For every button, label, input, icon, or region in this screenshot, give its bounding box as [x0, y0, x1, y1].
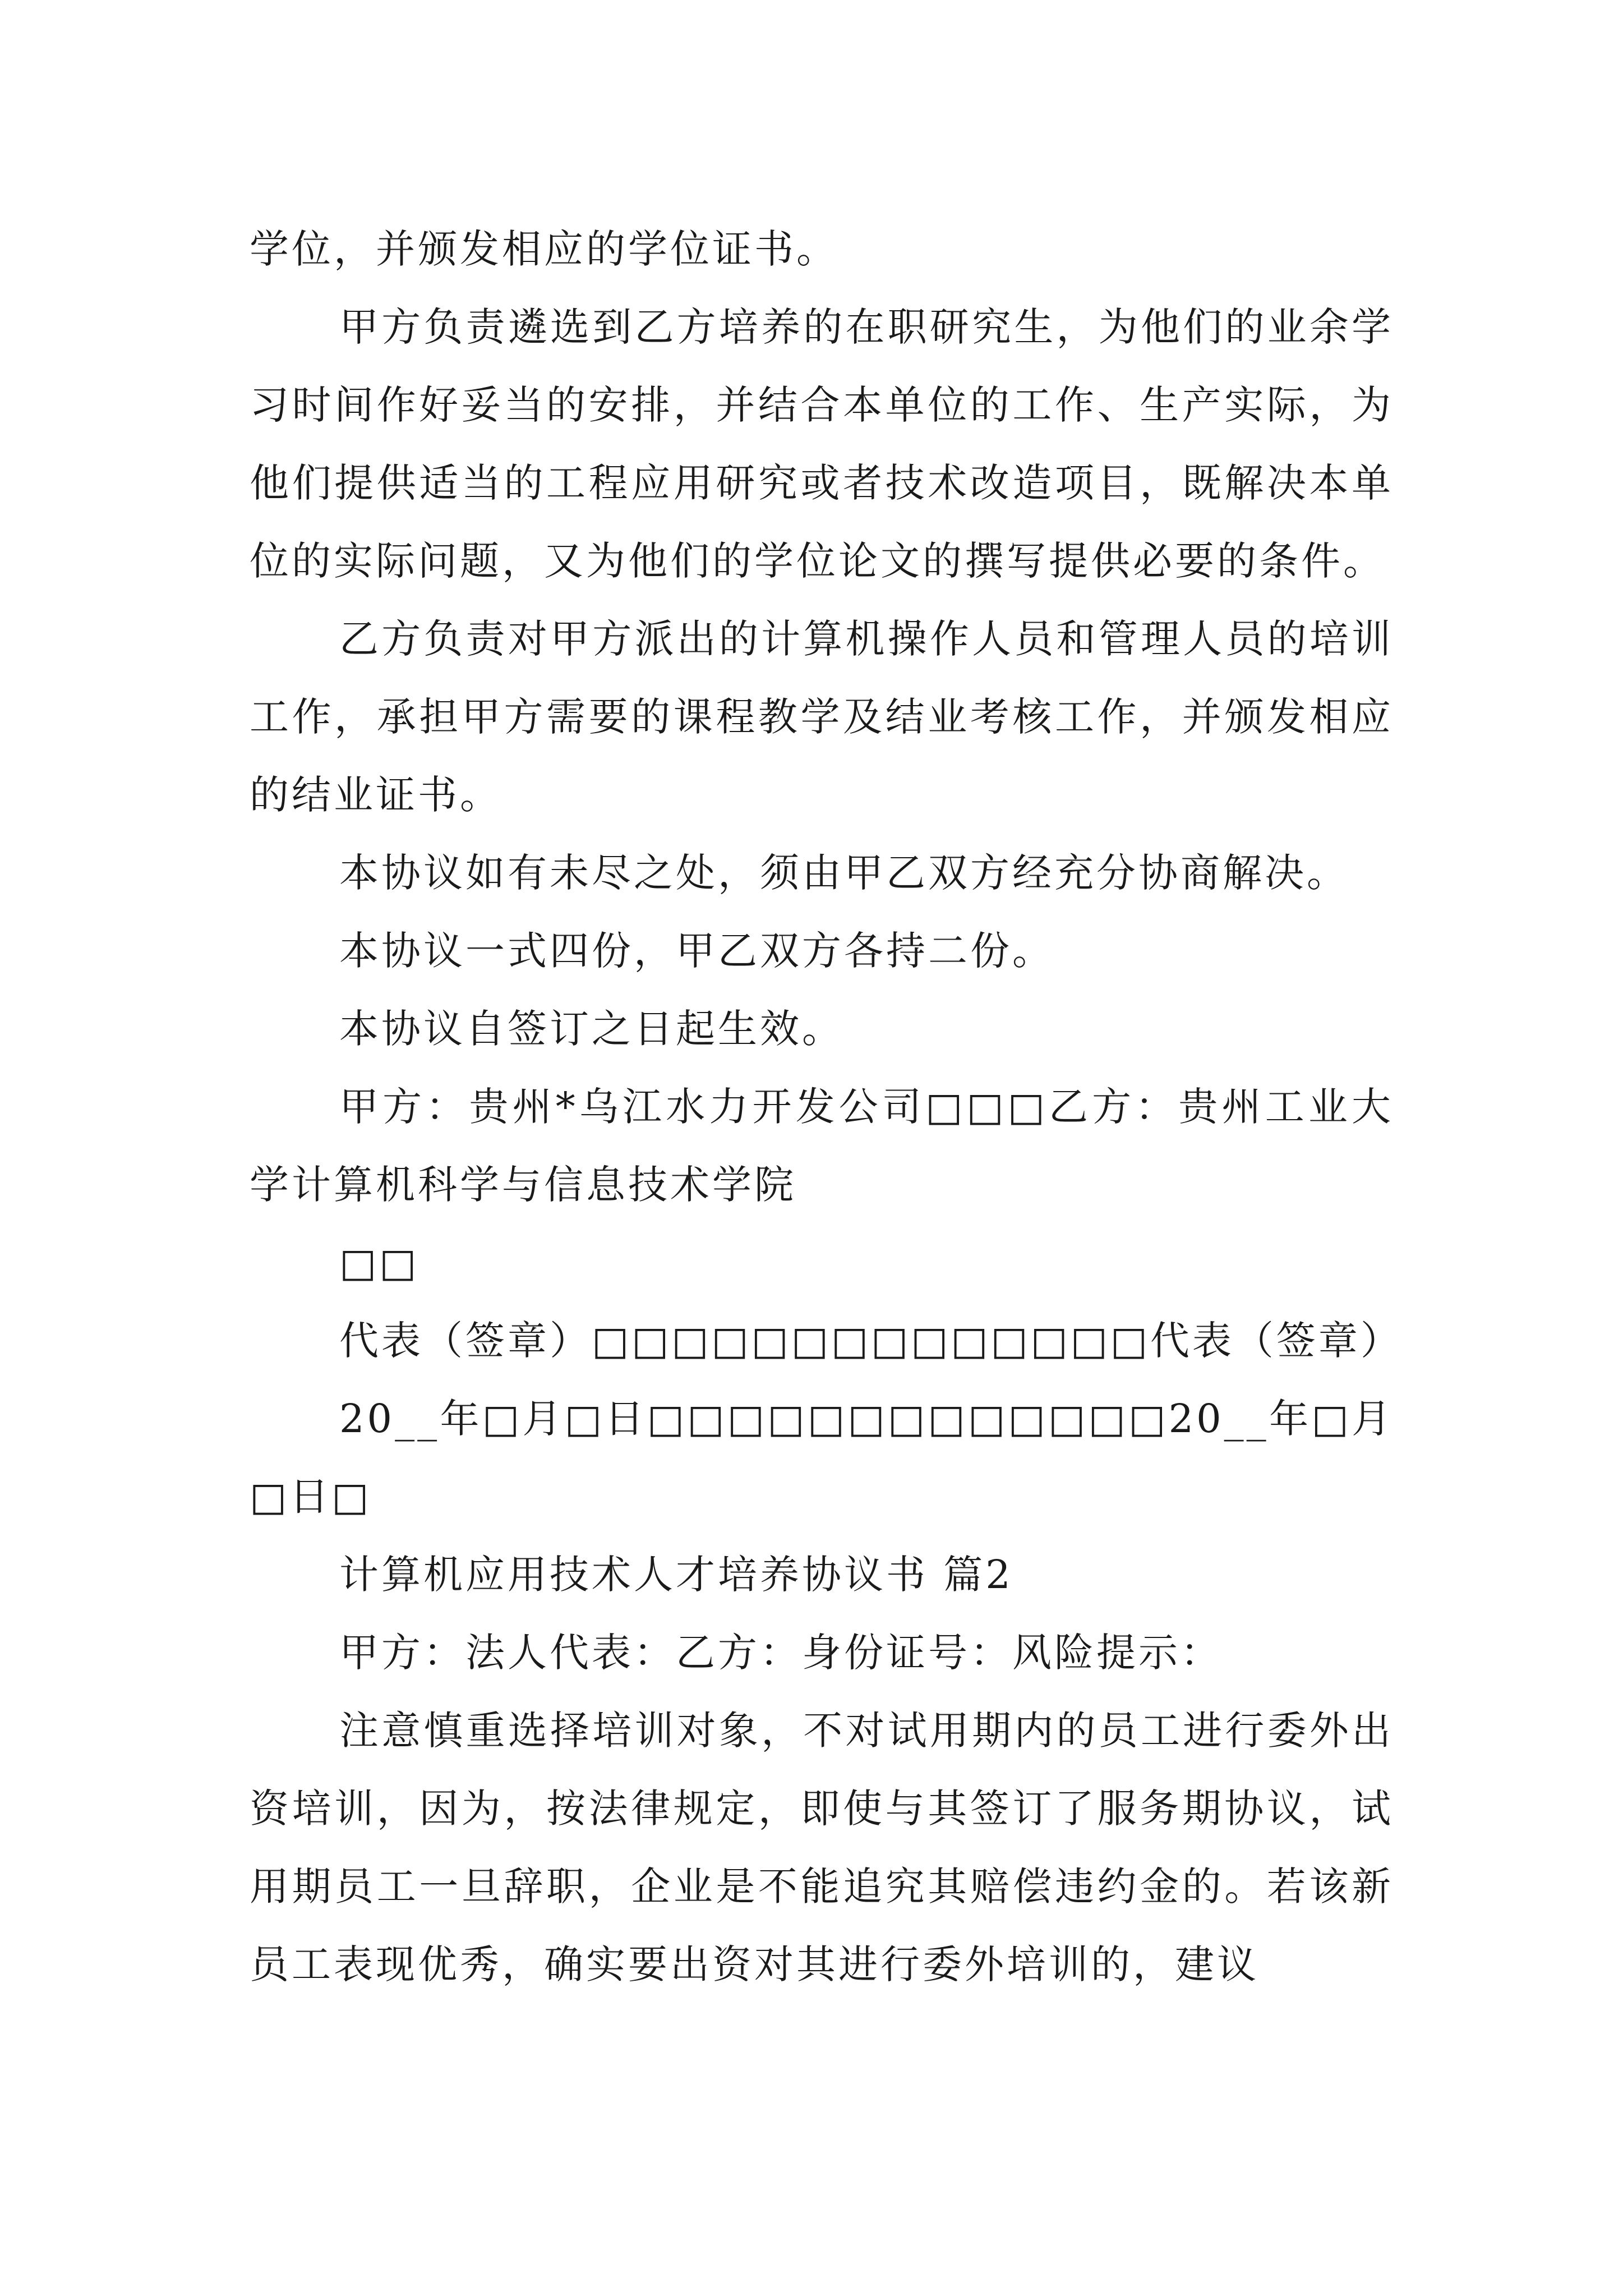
paragraph-party-a-duties: 甲方负责遴选到乙方培养的在职研究生，为他们的业余学习时间作好妥当的安排，并结合本单位的工作、生产实际，为他们提供适当的工程应用研究或者技术改造项目，既解决本单位的实际问题，又为他们的学位论文的撰写提供必要的条件。 — [250, 304, 1394, 584]
paragraph-party-b-duties: 乙方负责对甲方派出的计算机操作人员和管理人员的培训工作，承担甲方需要的课程教学及结业考核工作，并颁发相应的结业证书。 — [250, 616, 1394, 818]
paragraph-unresolved-matters: 本协议如有未尽之处，须由甲乙双方经充分协商解决。 — [339, 850, 1349, 896]
paragraph-risk-notice: 注意慎重选择培训对象，不对试用期内的员工进行委外出资培训，因为，按法律规定，即使与其签订了服务期协议，试用期员工一旦辞职，企业是不能追究其赔偿违约金的。若该新员工表现优秀，确实要出资对其进行委外培训的，建议 — [250, 1708, 1394, 1987]
paragraph-effective-date: 本协议自签订之日起生效。 — [339, 1006, 844, 1052]
section-heading-part-2: 计算机应用技术人才培养协议书 篇2 — [339, 1552, 1013, 1598]
paragraph-party-fields: 甲方：法人代表：乙方：身份证号：风险提示： — [339, 1630, 1223, 1676]
paragraph-parties: 甲方：贵州*乌江水力开发公司□□□乙方：贵州工业大学计算机科学与信息技术学院 — [250, 1084, 1394, 1208]
document-body — [250, 210, 1403, 2004]
paragraph-degree-certificate: 学位，并颁发相应的学位证书。 — [250, 226, 838, 272]
paragraph-representatives: 代表（签章）□□□□□□□□□□□□□□代表（签章） — [339, 1318, 1403, 1364]
paragraph-copies: 本协议一式四份，甲乙双方各持二份。 — [339, 928, 1054, 974]
paragraph-signing-dates: 20__年□月□日□□□□□□□□□□□□□20__年□月□日□ — [250, 1396, 1394, 1520]
paragraph-placeholder-boxes: □□ — [339, 1240, 419, 1286]
